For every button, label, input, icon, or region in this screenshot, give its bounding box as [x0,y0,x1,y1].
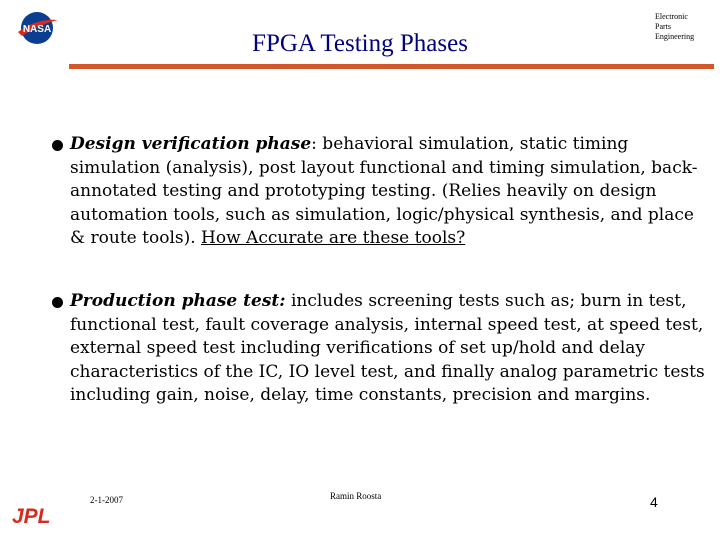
nasa-logo-text: NASA [22,24,52,35]
bullet-dot-icon [52,140,63,151]
bullet-body: behavioral simulation, static timing simulation (analysis), post layout functional and timing simulation, back-annotated testing and prototyping testing. (Relies heavily on design automation tools, such as simulation, logic/physical synthesis, and place & route tools). [70,134,698,248]
bullet-body: includes screening tests such as; burn in test, functional test, fault coverage analysis, internal speed test, at speed test, external speed test including verifications of set up/hold and delay characteristics of the IC, IO level test, and finally analog parametric tests including gain, noise, delay, time constants, precision and margins. [70,291,705,405]
jpl-logo-icon [12,504,60,526]
bullet-underlined-question: How Accurate are these tools? [201,228,466,248]
footer-date: 2-1-2007 [90,495,123,505]
department-label [655,12,694,42]
department-line-3: Engineering [655,32,695,41]
bullet-text [70,290,712,408]
bullet-label: Design verification phase [70,134,312,154]
bullet-text [70,133,712,251]
jpl-logo-text: JPL [12,505,51,526]
bullet-design-verification [52,133,712,251]
bullet-label-suffix: : [311,134,317,154]
bullet-label: Production phase test: [70,291,286,311]
page-title: FPGA Testing Phases [252,30,468,57]
header-divider [69,64,714,69]
department-line-2: Parts [655,22,671,31]
bullet-production-phase [52,290,712,408]
bullet-dot-icon [52,297,63,308]
footer-author: Ramin Roosta [330,491,382,501]
department-line-1: Electronic [655,12,688,21]
page-number: 4 [650,494,658,510]
